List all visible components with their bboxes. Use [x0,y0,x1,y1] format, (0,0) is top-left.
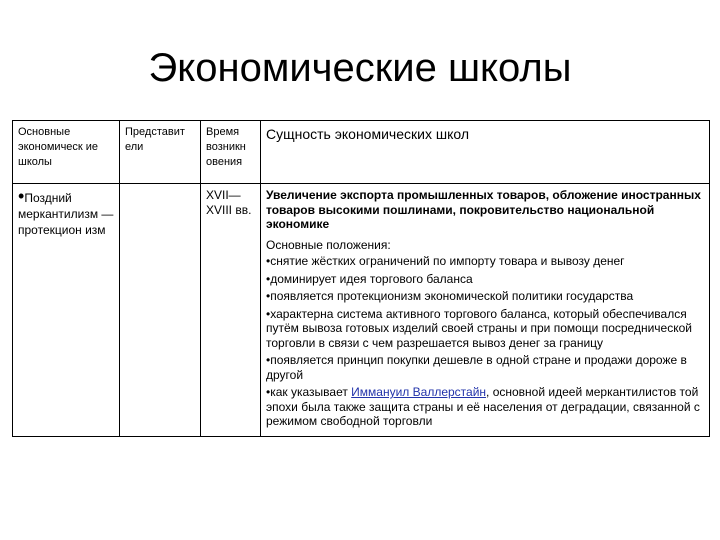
school-name-cell [13,184,120,437]
table-row [13,184,710,437]
header-essence: Сущность экономических школ [261,121,710,184]
essence-subheading: Основные положения: [266,237,391,252]
essence-cell [261,184,710,437]
bullet: • [18,186,25,206]
school-name-rest: меркантилизм — протекцион изм [18,207,114,237]
list-item: •появляется протекционизм экономической политики государства [266,289,634,303]
school-name-first: Поздний [24,191,72,205]
last-item-prefix: •как указывает [266,385,352,399]
page-title: Экономические школы [148,46,572,90]
header-representatives: Представит ели [120,121,201,184]
economic-schools-table [12,120,710,437]
list-item-last [266,385,704,429]
period-cell: XVII— XVIII вв. [201,184,261,437]
list-item: •доминирует идея торгового баланса [266,271,473,286]
header-schools: Основные экономическ ие школы [13,121,120,184]
wallerstein-link[interactable]: Иммануил Валлерстайн [351,385,487,399]
list-item: •снятие жёстких ограничений по импорту товара и вывозу денег [266,254,625,268]
essence-lead: Увеличение экспорта промышленных товаров, обложение иностранных товаров высокими пошлинами, покровительство национальной экономике [266,188,701,231]
header-period: Время возникн овения [201,121,261,184]
last-item-suffix: , основной идеей меркантилистов той эпохи была также защита страны и её населения от деградации, связанной с режимом свободной торговли [266,385,700,428]
list-item: •появляется принцип покупки дешевле в одной стране и продажи дороже в другой [266,353,687,382]
representatives-cell [120,184,201,437]
list-item: •характерна система активного торгового баланса, который обеспечивался путём вывоза готовых изделий своей страны и при помощи посреднической торговли в связи с чем разрешается вывоз денег за границу [266,306,692,350]
table-header-row [13,121,710,184]
